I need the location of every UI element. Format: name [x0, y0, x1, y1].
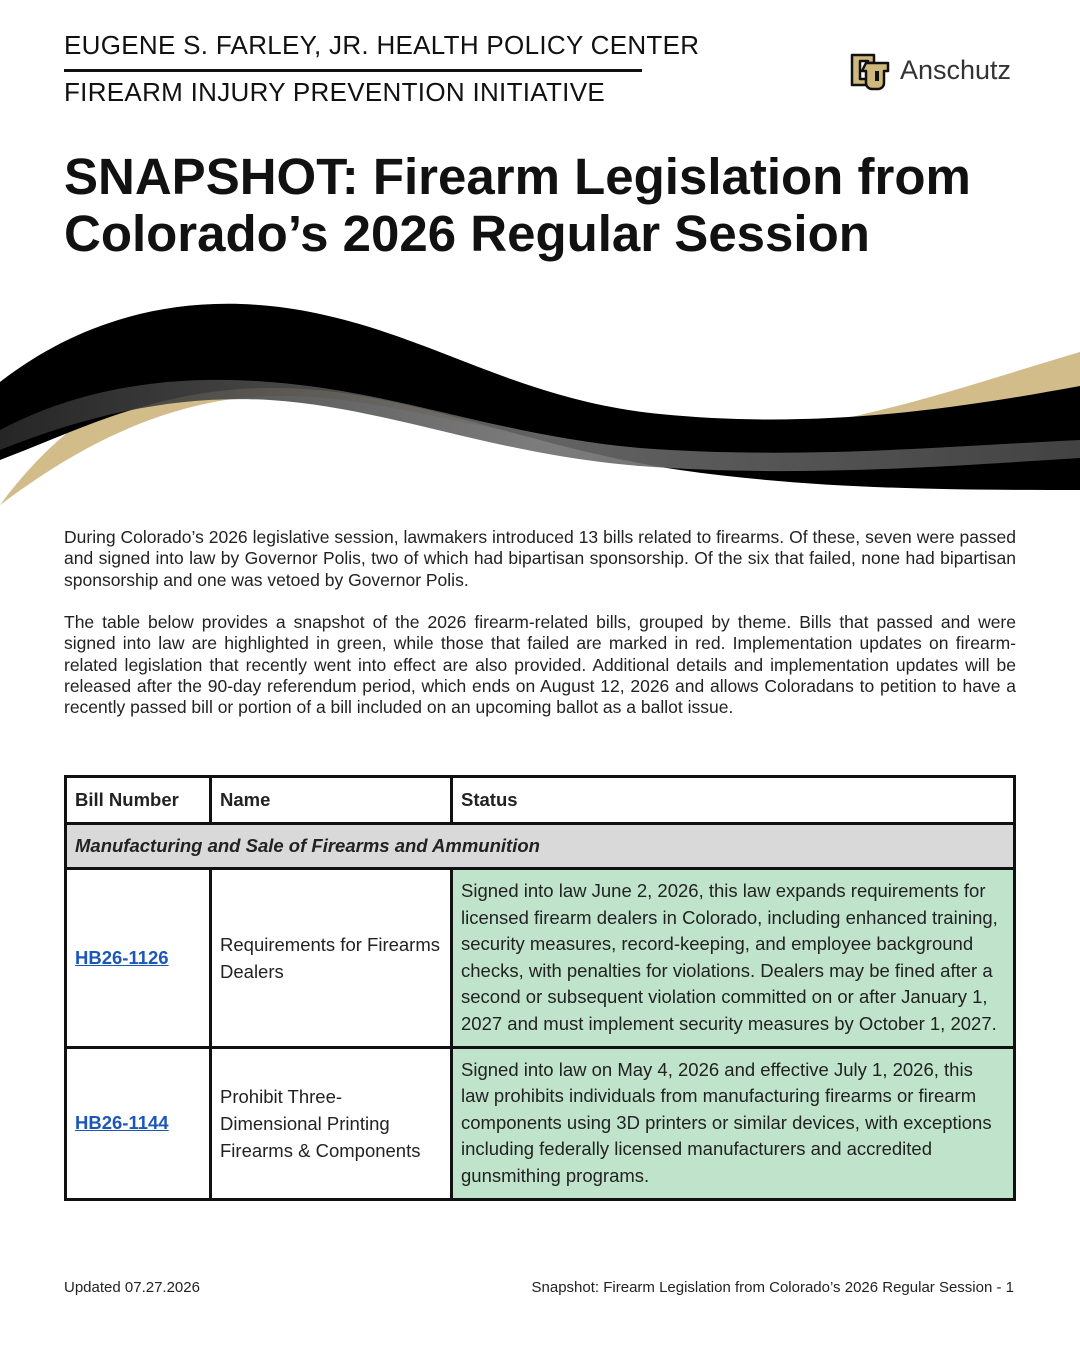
page-footer-label: Snapshot: Firearm Legislation from Colorado’s 2026 Regular Session - 1	[531, 1279, 1014, 1296]
decorative-swoosh	[0, 290, 1080, 520]
bill-link[interactable]: HB26-1144	[75, 1112, 169, 1134]
logo-text: Anschutz	[900, 54, 1012, 85]
cu-logo-icon	[848, 49, 892, 91]
bill-name-cell: Requirements for Firearms Dealers	[211, 869, 452, 1048]
table-row	[66, 1047, 1015, 1199]
table-row	[66, 869, 1015, 1048]
bill-name-cell: Prohibit Three-Dimensional Printing Firearms & Components	[211, 1047, 452, 1199]
org-name: EUGENE S. FARLEY, JR. HEALTH POLICY CENTER	[64, 30, 700, 60]
title-line-2: Colorado’s 2026 Regular Session	[64, 205, 870, 262]
theme-row	[66, 824, 1015, 869]
bill-number-cell	[66, 1047, 211, 1199]
bill-status-cell: Signed into law June 2, 2026, this law expands requirements for licensed firearm dealers in Colorado, including enhanced training, security measures, record-keeping, and employee background checks, with penalties for violations. Dealers may be fined after a second or subsequent violation committed on or after January 1, 2027 and must implement security measures by October 1, 2027.	[452, 869, 1015, 1048]
table-header-row	[66, 777, 1015, 824]
theme-label: Manufacturing and Sale of Firearms and Ammunition	[66, 824, 1015, 869]
intro-paragraph-1: During Colorado’s 2026 legislative session, lawmakers introduced 13 bills related to firearms. Of these, seven were passed and signed into law by Governor Polis, two of which had bipartisan sponsorship. Of the six that failed, none had bipartisan sponsorship and one was vetoed by Governor Polis.	[64, 527, 1016, 590]
title-line-1: SNAPSHOT: Firearm Legislation from	[64, 148, 971, 205]
bill-number-cell	[66, 869, 211, 1048]
bill-link[interactable]: HB26-1126	[75, 946, 169, 968]
anschutz-logo	[848, 49, 1011, 91]
updated-date: Updated 07.27.2026	[64, 1279, 200, 1296]
header-divider	[64, 69, 642, 72]
intro-paragraph-2: The table below provides a snapshot of the 2026 firearm-related bills, grouped by theme. Bills that passed and were signed into law are highlighted in green, while those that failed are marked in red. Implementation updates on firearm-related legislation that recently went into effect are also provided. Additional details and implementation updates will be released after the 90-day referendum period, which ends on August 12, 2026 and allows Coloradans to petition to have a recently passed bill or portion of a bill included on an upcoming ballot as a ballot issue.	[64, 612, 1016, 718]
page-title	[64, 148, 1044, 262]
initiative-name: FIREARM INJURY PREVENTION INITIATIVE	[64, 77, 605, 107]
header-status: Status	[452, 777, 1015, 824]
header-name: Name	[211, 777, 452, 824]
header-bill-number: Bill Number	[66, 777, 211, 824]
bill-status-cell: Signed into law on May 4, 2026 and effective July 1, 2026, this law prohibits individuals from manufacturing firearms or firearm components using 3D printers or similar devices, with exceptions including federally licensed manufacturers and accredited gunsmithing programs.	[452, 1047, 1015, 1199]
legislation-table	[64, 775, 1016, 1201]
